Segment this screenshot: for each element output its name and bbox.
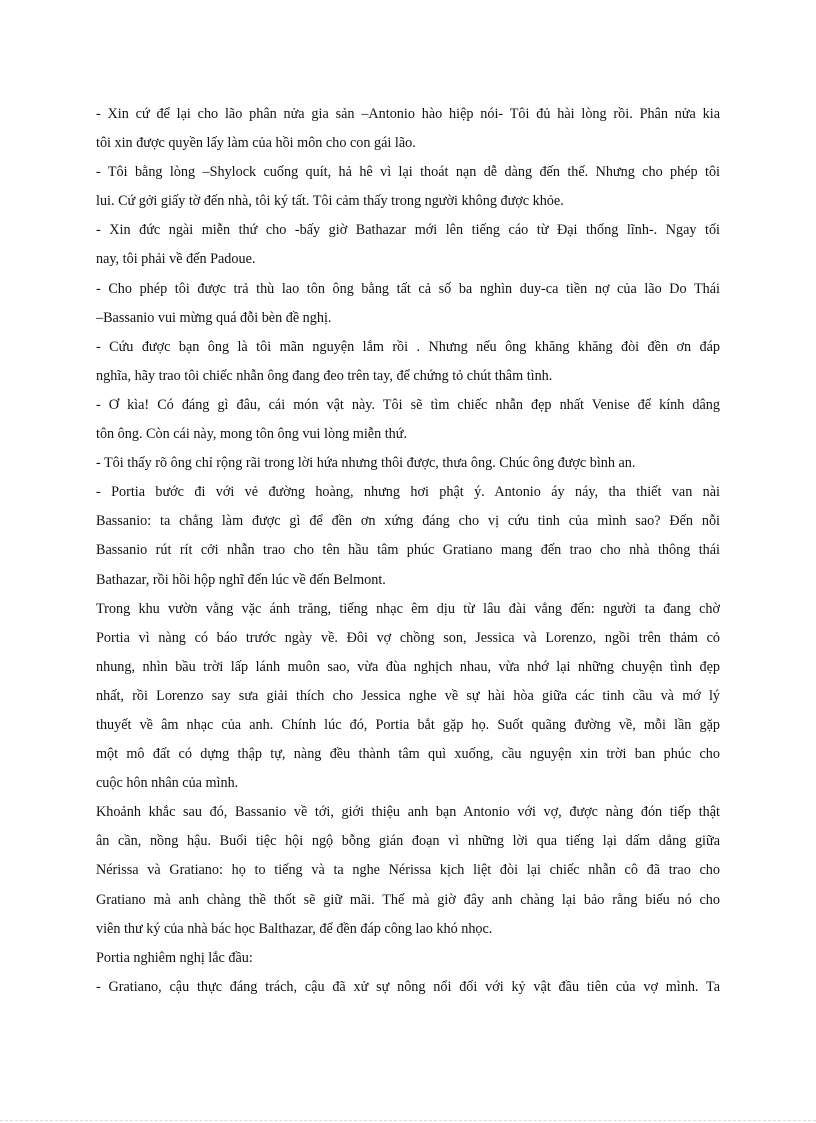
text-line: Portia vì nàng có báo trước ngày về. Đôi vợ chồng son, Jessica và Lorenzo, ngồi trên thảm cỏ [96,629,720,646]
text-line: - Tôi thấy rõ ông chỉ rộng rãi trong lời hứa nhưng thôi được, thưa ông. Chúc ông được bình an. [96,455,636,472]
text-line: - Cứu được bạn ông là tôi mãn nguyện lắm rồi . Nhưng nếu ông khăng khăng đòi đền ơn đáp [96,338,720,355]
text-line: thuyết về âm nhạc của anh. Chính lúc đó, Portia bắt gặp họ. Suốt quãng đường về, mỗi lần gặp [96,716,720,733]
text-line: cuộc hôn nhân của mình. [96,775,239,792]
page-break-divider [0,1120,816,1121]
text-line: nhất, rồi Lorenzo say sưa giải thích cho Jessica nghe về sự hài hòa giữa các tinh cầu và mớ lý [96,687,720,704]
text-line: Bassanio: ta chẳng làm được gì để đền ơn xứng đáng cho vị cứu tinh của mình sao? Đến nỗi [96,513,720,530]
text-line: Bathazar, rồi hồi hộp nghĩ đến lúc về đến Belmont. [96,571,386,588]
text-line: tôn ông. Còn cái này, mong tôn ông vui lòng miễn thứ. [96,426,407,443]
text-line: lui. Cứ gởi giấy tờ đến nhà, tôi ký tất. Tôi cảm thấy trong người không được khỏe. [96,193,564,210]
text-line: tôi xin được quyền lấy làm của hồi môn cho con gái lão. [96,135,416,152]
text-line: Bassanio rút rít cởi nhẫn trao cho tên hầu tâm phúc Gratiano mang đến trao cho nhà thông thái [96,542,720,559]
text-line: –Bassanio vui mừng quá đỗi bèn đề nghị. [96,309,332,326]
text-line: Portia nghiêm nghị lắc đầu: [96,949,253,966]
text-line: viên thư ký của nhà bác học Balthazar, để đền đáp công lao khó nhọc. [96,920,493,937]
text-line: ân cần, nồng hậu. Buổi tiệc hội ngộ bỗng gián đoạn vì những lời qua tiếng lại dấm dẳng giữa [96,833,720,850]
document-body [96,100,720,1002]
text-line: Nérissa và Gratiano: họ to tiếng và ta nghe Nérissa kịch liệt đòi lại chiếc nhẫn cô đã trao cho [96,862,720,879]
text-line: - Ơ kìa! Có đáng gì đâu, cái món vật này. Tôi sẽ tìm chiếc nhẫn đẹp nhất Venise để kính dâng [96,396,720,413]
text-line: Khoảnh khắc sau đó, Bassanio về tới, giới thiệu anh bạn Antonio với vợ, được nàng đón tiếp thật [96,804,720,821]
text-line: một mô đất có dựng thập tự, nàng đều thành tâm quì xuống, cầu nguyện xin trời ban phúc cho [96,746,720,763]
text-line: nay, tôi phải về đến Padoue. [96,251,256,268]
text-line: - Xin cứ để lại cho lão phân nửa gia sản –Antonio hào hiệp nói- Tôi đủ hài lòng rồi. Phân nửa kia [96,106,720,122]
text-line: nhung, nhìn bầu trời lấp lánh muôn sao, vừa đùa nghịch nhau, vừa nhớ lại những chuyện tình đẹp [96,658,720,675]
text-line: nghĩa, hãy trao tôi chiếc nhẫn ông đang đeo trên tay, để chứng tỏ chút thâm tình. [96,367,553,384]
text-line: - Cho phép tôi được trả thù lao tôn ông bằng tất cả số ba nghìn duy-ca tiền nợ của lão Do Thái [96,280,720,297]
text-line: - Portia bước đi với vẻ đường hoàng, nhưng hơi phật ý. Antonio áy náy, tha thiết van nài [96,484,720,501]
text-line: Gratiano mà anh chàng thề thốt sẽ giữ mãi. Thế mà giờ đây anh chàng lại bảo rằng biếu nó cho [96,891,720,908]
text-line: - Xin đức ngài miễn thứ cho -bấy giờ Bathazar mới lên tiếng cáo từ Đại thống lĩnh-. Ngay tối [96,222,720,239]
text-line: Trong khu vườn vằng vặc ánh trăng, tiếng nhạc êm dịu từ lâu đài vẳng đến: người ta đang chờ [96,600,720,617]
text-line: - Tôi bằng lòng –Shylock cuống quít, hả hê vì lại thoát nạn dễ dàng đến thế. Nhưng cho phép tôi [96,164,720,181]
text-line: - Gratiano, cậu thực đáng trách, cậu đã xử sự nông nổi đối với kỷ vật đầu tiên của vợ mình. Ta [96,978,720,995]
